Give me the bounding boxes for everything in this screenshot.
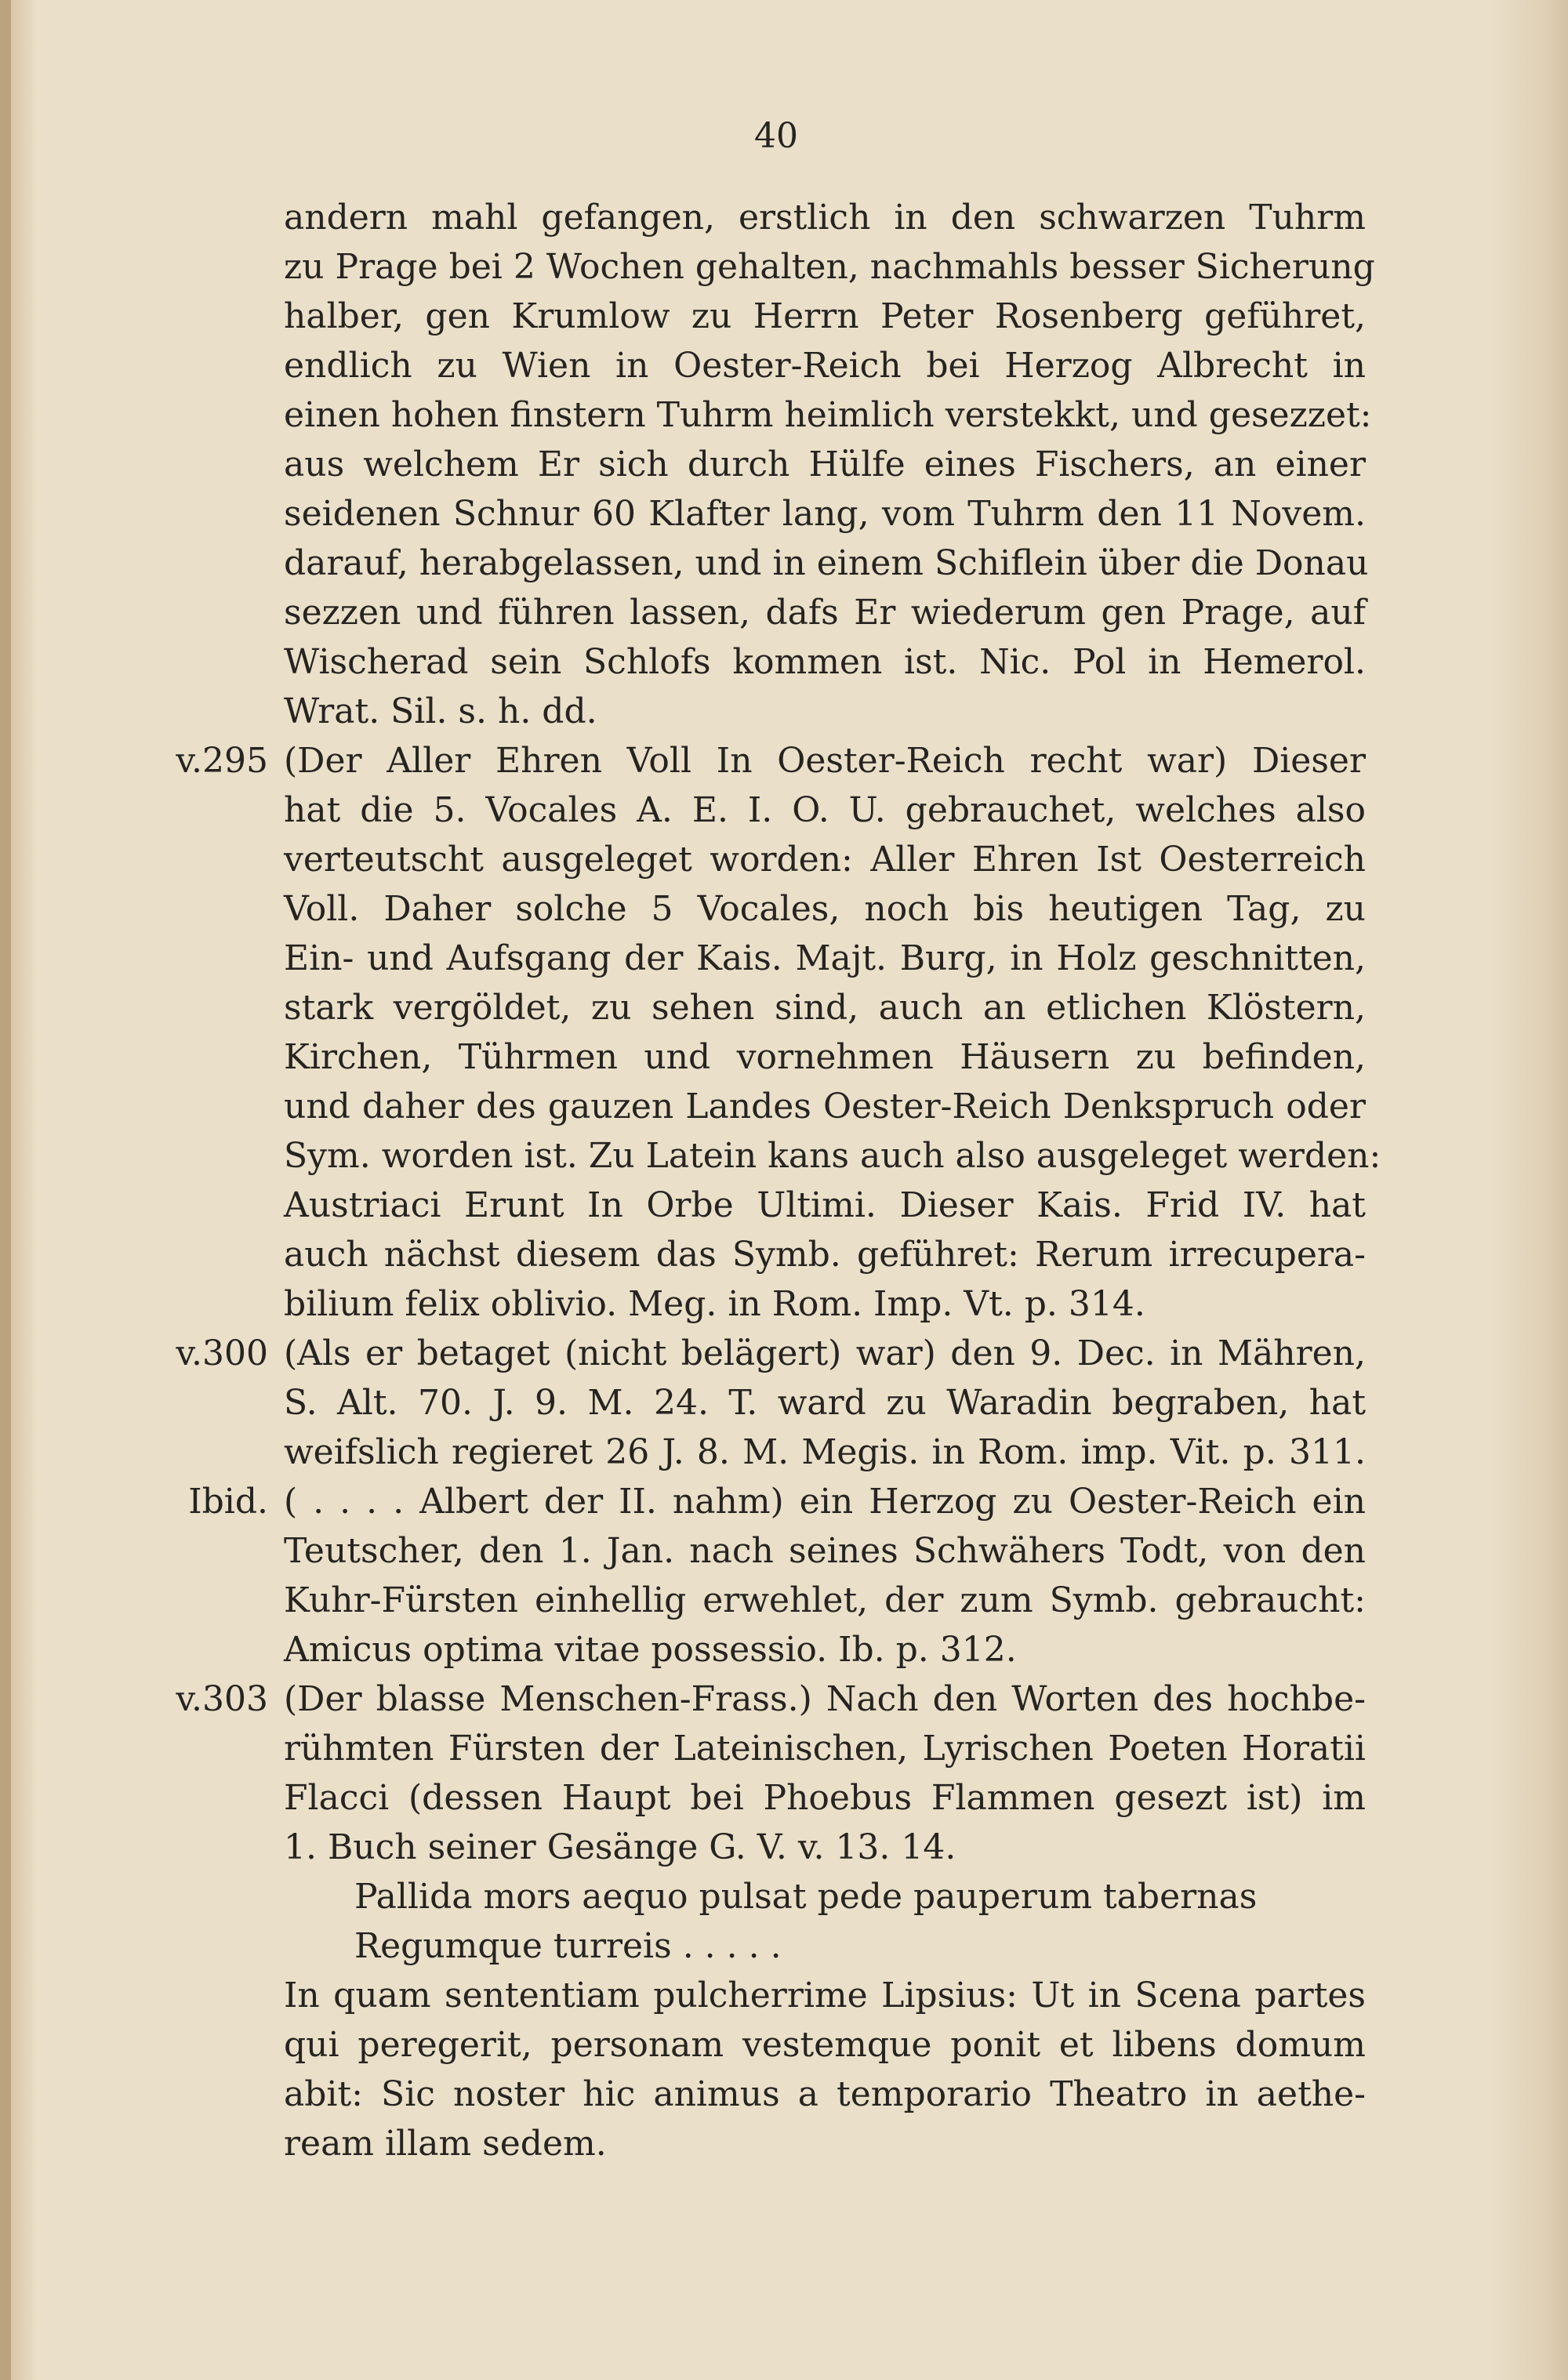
text-line: Flacci (dessen Haupt bei Phoebus Flammen gesezt ist) im [284,1778,1366,1818]
text-line: Voll. Daher solche 5 Vocales, noch bis heutigen Tag, zu [284,889,1366,929]
page-number: 40 [754,116,798,156]
body-text [176,193,1381,2168]
text-line: auch nächst diesem das Symb. geführet: Rerum irrecupera- [284,1235,1366,1275]
page-binding-edge [0,0,11,2380]
text-line: weifslich regieret 26 J. 8. M. Megis. in Rom. imp. Vit. p. 311. [284,1432,1366,1472]
text-line: darauf, herabgelassen, und in einem Schiflein über die Donau [284,543,1369,583]
text-line: In quam sententiam pulcherrime Lipsius: Ut in Scena partes [284,1975,1366,2015]
text-line: Amicus optima vitae possessio. Ib. p. 312. [284,1630,1017,1670]
text-line: und daher des gauzen Landes Oester-Reich Denkspruch oder [284,1087,1366,1127]
text-line: Kuhr-Fürsten einhellig erwehlet, der zum Symb. gebraucht: [284,1580,1366,1620]
text-line: sezzen und führen lassen, dafs Er wiederum gen Prage, auf [284,593,1366,633]
verse-reference: v.300 [176,1333,268,1373]
text-line: Ein- und Aufsgang der Kais. Majt. Burg, in Holz geschnitten, [284,938,1366,978]
text-line: einen hohen finstern Tuhrm heimlich verstekkt, und gesezzet: [284,395,1372,435]
verse-quote-line: Pallida mors aequo pulsat pede pauperum tabernas [354,1877,1258,1917]
text-line: Sym. worden ist. Zu Latein kans auch also ausgeleget werden: [284,1136,1381,1176]
text-line: qui peregerit, personam vestemque ponit et libens domum [284,2025,1366,2065]
text-line: S. Alt. 70. J. 9. M. 24. T. ward zu Waradin begraben, hat [284,1383,1366,1423]
text-line: Wischerad sein Schlofs kommen ist. Nic. Pol in Hemerol. [284,642,1366,682]
text-line: halber, gen Krumlow zu Herrn Peter Rosenberg geführet, [284,296,1366,336]
text-line: verteutscht ausgeleget worden: Aller Ehren Ist Oesterreich [284,840,1366,880]
text-line: Austriaci Erunt In Orbe Ultimi. Dieser Kais. Frid IV. hat [284,1185,1366,1225]
text-line: aus welchem Er sich durch Hülfe eines Fischers, an einer [284,444,1366,484]
text-line: Ibid. ( . . . . Albert der II. nahm) ein Herzog zu Oester-Reich ein [284,1477,1366,1526]
text-line: Wrat. Sil. s. h. dd. [284,691,597,731]
text-line: ream illam sedem. [284,2124,607,2164]
text-line: seidenen Schnur 60 Klafter lang, vom Tuhrm den 11 Novem. [284,494,1366,534]
verse-reference: v.295 [176,741,268,781]
text-line: andern mahl gefangen, erstlich in den schwarzen Tuhrm [284,198,1366,238]
text-line: stark vergöldet, zu sehen sind, auch an etlichen Klöstern, [284,988,1366,1028]
text-line: hat die 5. Vocales A. E. I. O. U. gebrauchet, welches also [284,790,1366,830]
text-line: zu Prage bei 2 Wochen gehalten, nachmahls besser Sicherung [284,247,1375,287]
verse-reference: v.303 [176,1679,268,1719]
verse-reference: Ibid. [188,1482,268,1522]
text-line: abit: Sic noster hic animus a temporario Theatro in aethe- [284,2074,1366,2114]
verse-quote-line: Regumque turreis . . . . . [354,1926,782,1966]
text-line: v.300 (Als er betaget (nicht belägert) war) den 9. Dec. in Mähren, [284,1329,1366,1378]
text-line: bilium felix oblivio. Meg. in Rom. Imp. Vt. p. 314. [284,1284,1145,1324]
text-line: Teutscher, den 1. Jan. nach seines Schwähers Todt, von den [284,1531,1366,1571]
text-line: endlich zu Wien in Oester-Reich bei Herzog Albrecht in [284,346,1366,386]
text-line: v.303 (Der blasse Menschen-Frass.) Nach den Worten des hochbe- [284,1674,1366,1724]
text-line: v.295 (Der Aller Ehren Voll In Oester-Reich recht war) Dieser [284,736,1366,785]
text-line: Kirchen, Tührmen und vornehmen Häusern zu befinden, [284,1037,1366,1077]
text-line: 1. Buch seiner Gesänge G. V. v. 13. 14. [284,1827,956,1867]
text-line: rühmten Fürsten der Lateinischen, Lyrischen Poeten Horatii [284,1729,1366,1769]
